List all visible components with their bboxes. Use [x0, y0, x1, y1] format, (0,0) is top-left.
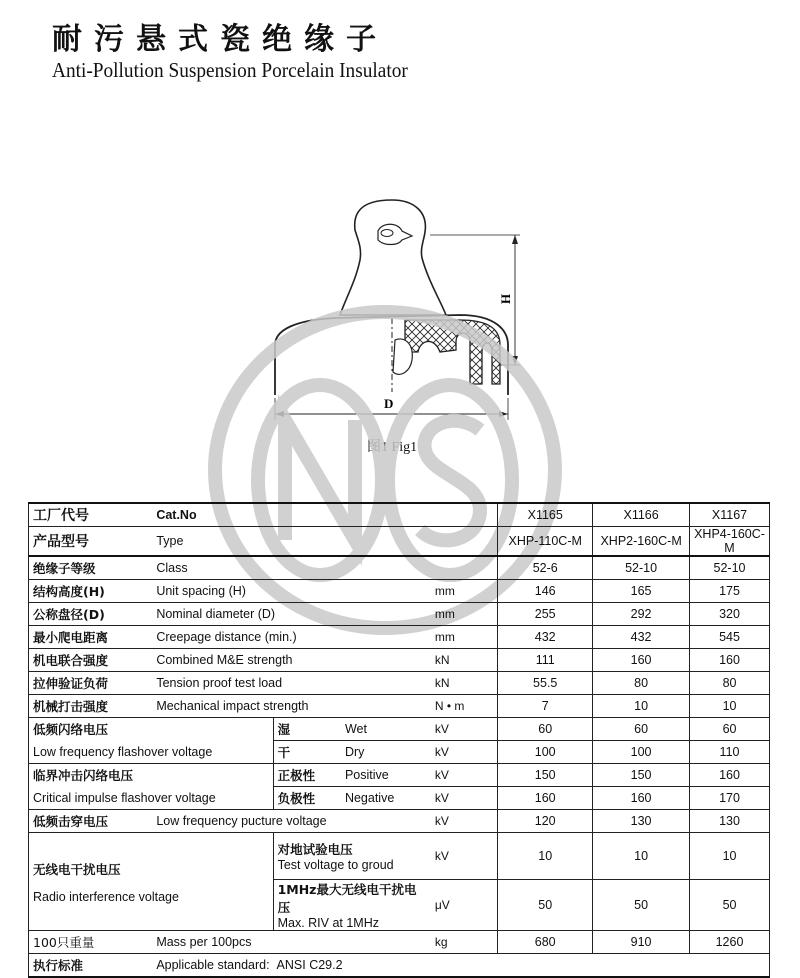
- insulator-cap: [340, 200, 446, 315]
- table-row: 机电联合强度 Combined M&E strength kN 111 160 160: [29, 649, 770, 672]
- table-row-riv-max: 1MHz最大无线电干扰电压 Max. RIV at 1MHz μV 50 50 50: [29, 880, 770, 931]
- cat-no-1: X1165: [498, 503, 593, 527]
- cat-label-cn: 工厂代号: [29, 503, 153, 527]
- table-row: 结构高度(H) Unit spacing (H) mm 146 165 175: [29, 580, 770, 603]
- table-row-ci-neg: Critical impulse flashover voltage 负极性 Negative kV 160 160 170: [29, 787, 770, 810]
- cat-no-2: X1166: [593, 503, 690, 527]
- table-row-lf-dry: Low frequency flashover voltage 干 Dry kV 100 100 110: [29, 741, 770, 764]
- cat-no-3: X1167: [690, 503, 770, 527]
- table-row: 公称盘径(D) Nominal diameter (D) mm 255 292 320: [29, 603, 770, 626]
- dimension-h-label: H: [498, 293, 513, 304]
- table-row: 拉伸验证负荷 Tension proof test load kN 55.5 80 80: [29, 672, 770, 695]
- figure-caption: 图1 Fig1: [367, 440, 418, 455]
- table-row-cat: [29, 503, 770, 527]
- table-row-lf-wet: 低频闪络电压 湿 Wet kV 60 60 60: [29, 718, 770, 741]
- page-title-cn: 耐污悬式瓷绝缘子: [52, 22, 388, 57]
- table-row: 绝缘子等级 Class 52-6 52-10 52-10: [29, 556, 770, 580]
- dimension-d-label: D: [384, 396, 394, 411]
- spec-table: [28, 502, 770, 978]
- table-row-ci-pos: 临界冲击闪络电压 正极性 Positive kV 150 150 160: [29, 764, 770, 787]
- table-row-puncture: 低频击穿电压 Low frequency pucture voltage kV 120 130 130: [29, 810, 770, 833]
- type-label-cn: 产品型号: [29, 527, 153, 557]
- page-title-en: Anti-Pollution Suspension Porcelain Insulator: [52, 58, 408, 82]
- table-row-riv-test: 无线电干扰电压 Radio interference voltage 对地试验电压 Test voltage to groud kV 10 10 10: [29, 833, 770, 880]
- table-row-mass: 100只重量 Mass per 100pcs kg 680 910 1260: [29, 931, 770, 954]
- table-row: 机械打击强度 Mechanical impact strength N • m 7 10 10: [29, 695, 770, 718]
- type-3: XHP4-160C-M: [690, 527, 770, 557]
- table-row: 最小爬电距离 Creepage distance (min.) mm 432 432 545: [29, 626, 770, 649]
- table-row-standard: 执行标准 Applicable standard: ANSI C29.2: [29, 954, 770, 978]
- type-label-en: Type: [152, 527, 497, 557]
- cat-label-en: Cat.No: [152, 503, 497, 527]
- table-row-type: [29, 527, 770, 557]
- type-2: XHP2-160C-M: [593, 527, 690, 557]
- type-1: XHP-110C-M: [498, 527, 593, 557]
- riv-label: 无线电干扰电压 Radio interference voltage: [29, 833, 274, 931]
